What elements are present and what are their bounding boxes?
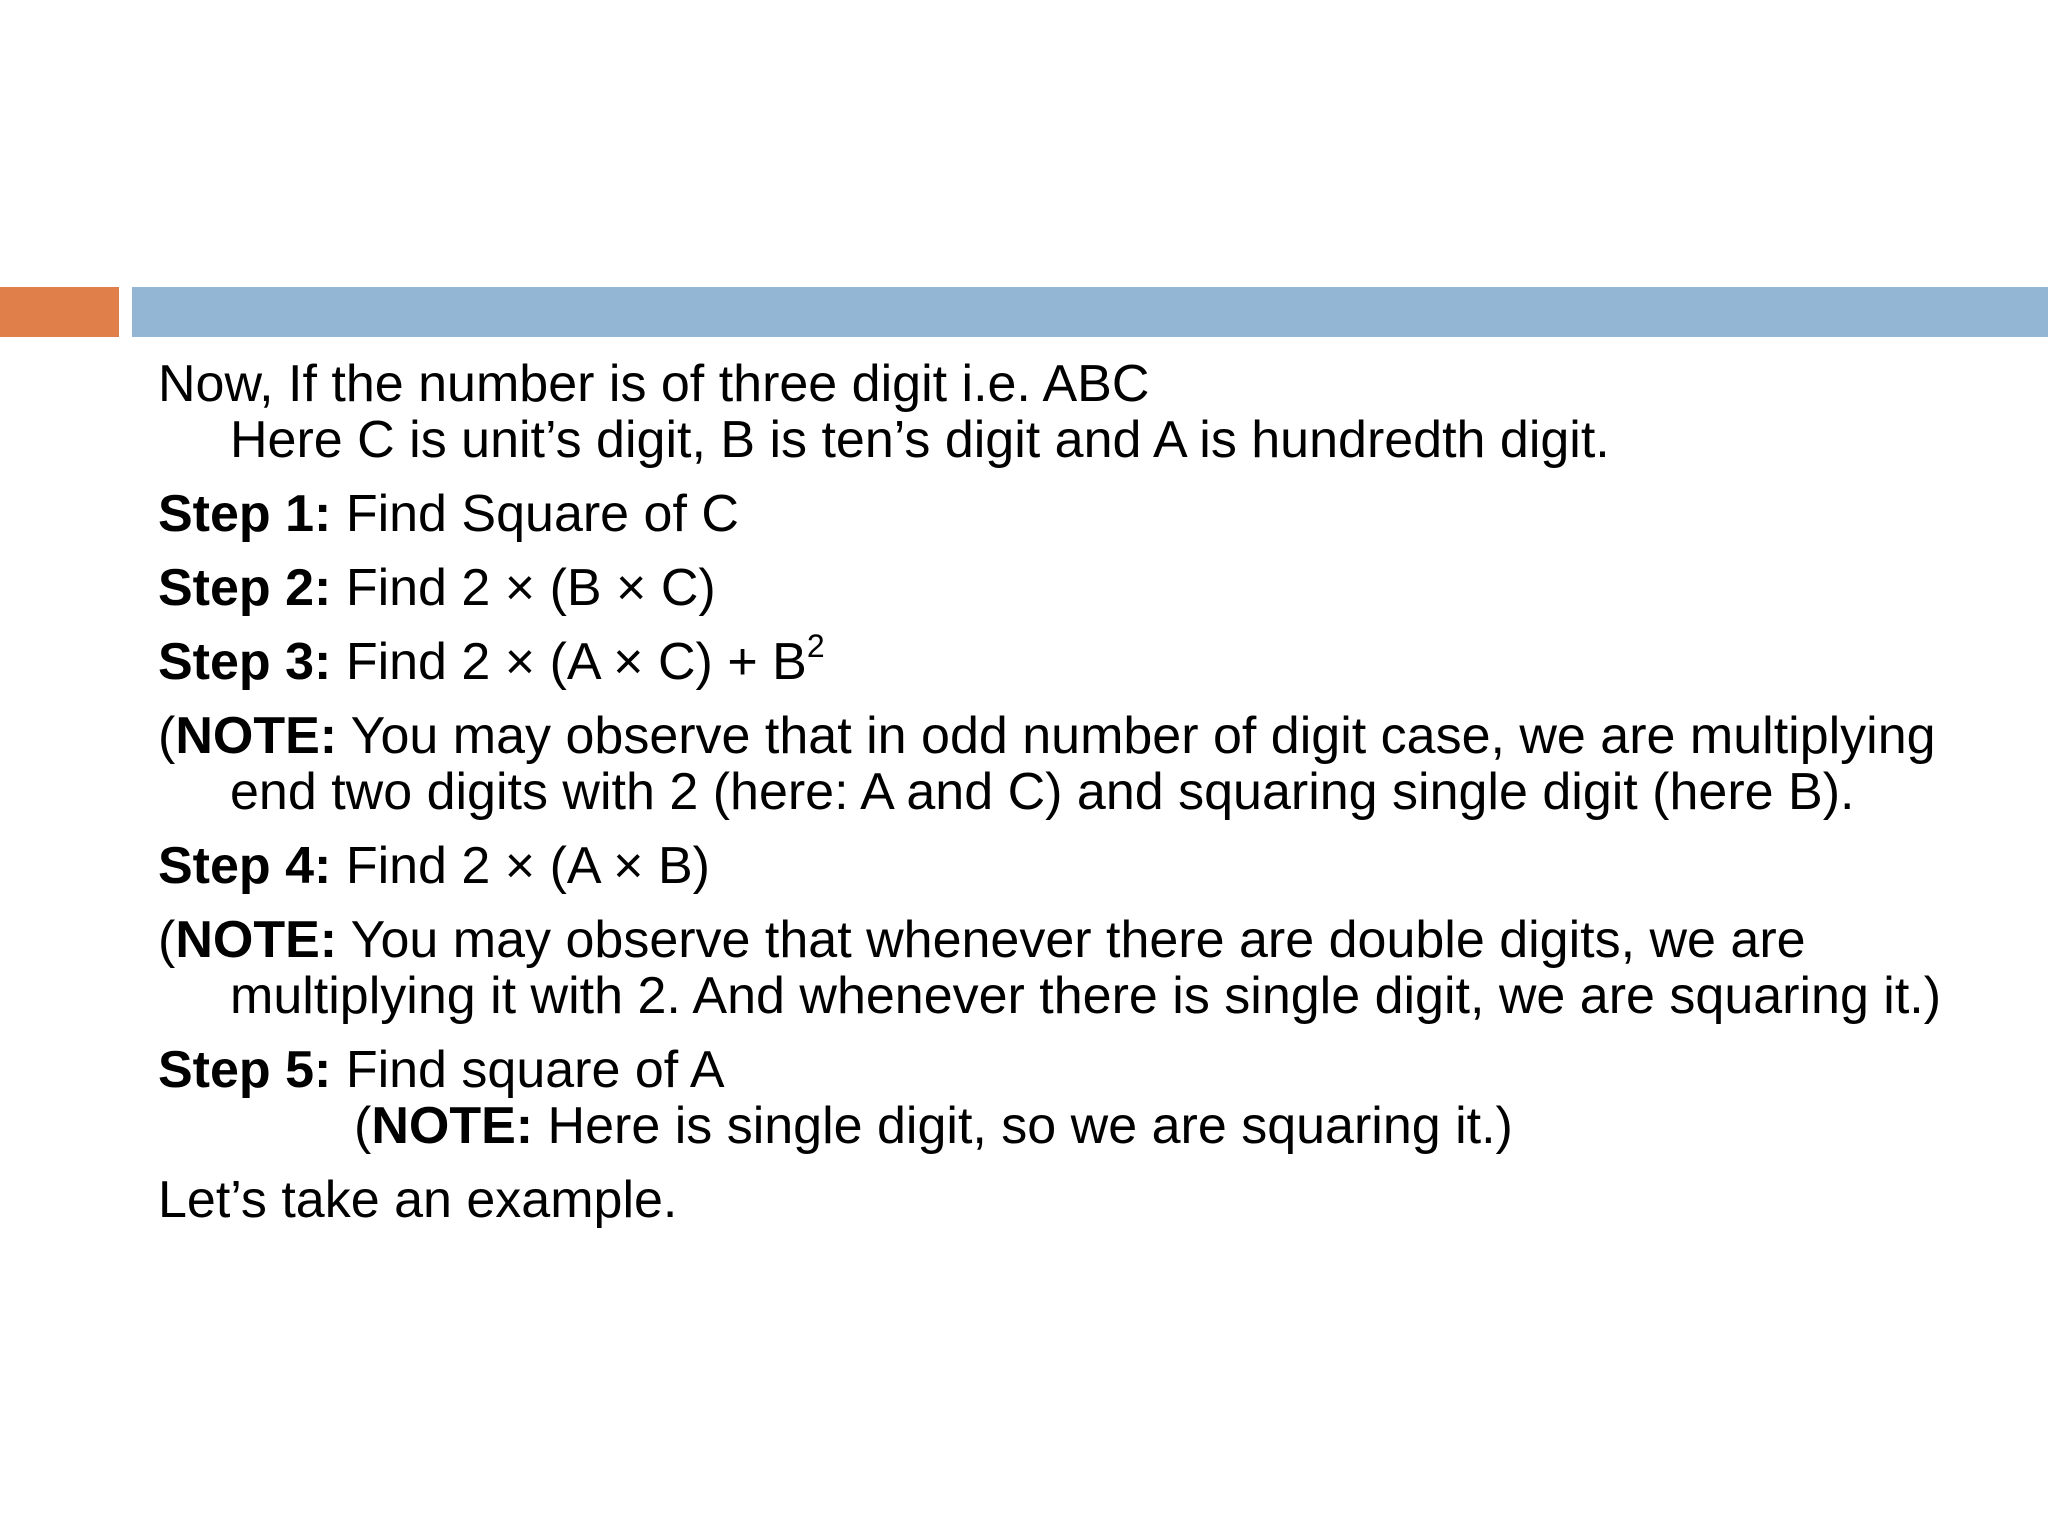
step-text: Find square of A	[331, 1041, 725, 1099]
note-label: NOTE:	[175, 707, 338, 765]
superscript: 2	[806, 628, 825, 664]
step-5	[158, 1042, 1998, 1098]
note-text: You may observe that in odd number of digit case, we are multiplying end two digits with 2 (here: A and C) and squaring single digit (here B).	[230, 707, 1936, 821]
intro-block	[158, 356, 1998, 468]
note-3	[158, 1098, 1998, 1154]
accent-bar-blue	[132, 287, 2048, 337]
step-text: Find 2 × (A × B)	[331, 837, 710, 895]
accent-bar-orange	[0, 287, 119, 337]
note-open-paren: (	[354, 1097, 372, 1155]
step-label: Step 4:	[158, 837, 332, 895]
note-2	[158, 912, 1998, 1024]
note-open-paren: (	[158, 911, 176, 969]
note-open-paren: (	[158, 707, 176, 765]
slide-body	[158, 356, 1998, 1246]
note-text: You may observe that whenever there are double digits, we are multiplying it with 2. And whenever there is single digit, we are squaring it.)	[230, 911, 1942, 1025]
step-text: Find Square of C	[331, 485, 739, 543]
step-text: Find 2 × (B × C)	[331, 559, 716, 617]
step-1	[158, 486, 1998, 542]
intro-line: Now, If the number is of three digit i.e. ABC	[158, 355, 1150, 413]
note-1	[158, 708, 1998, 820]
note-text: Here is single digit, so we are squaring it.)	[533, 1097, 1513, 1155]
step-4	[158, 838, 1998, 894]
step-5-block	[158, 1042, 1998, 1154]
step-3	[158, 628, 1998, 691]
step-2	[158, 560, 1998, 616]
note-label: NOTE:	[175, 911, 338, 969]
step-label: Step 1:	[158, 485, 332, 543]
closing-line: Let’s take an example.	[158, 1171, 678, 1229]
step-label: Step 5:	[158, 1041, 332, 1099]
step-label: Step 2:	[158, 559, 332, 617]
note-label: NOTE:	[371, 1097, 534, 1155]
step-label: Step 3:	[158, 633, 332, 691]
intro-detail-line: Here C is unit’s digit, B is ten’s digit and A is hundredth digit.	[230, 411, 1610, 469]
step-text: Find 2 × (A × C) + B	[331, 633, 807, 691]
